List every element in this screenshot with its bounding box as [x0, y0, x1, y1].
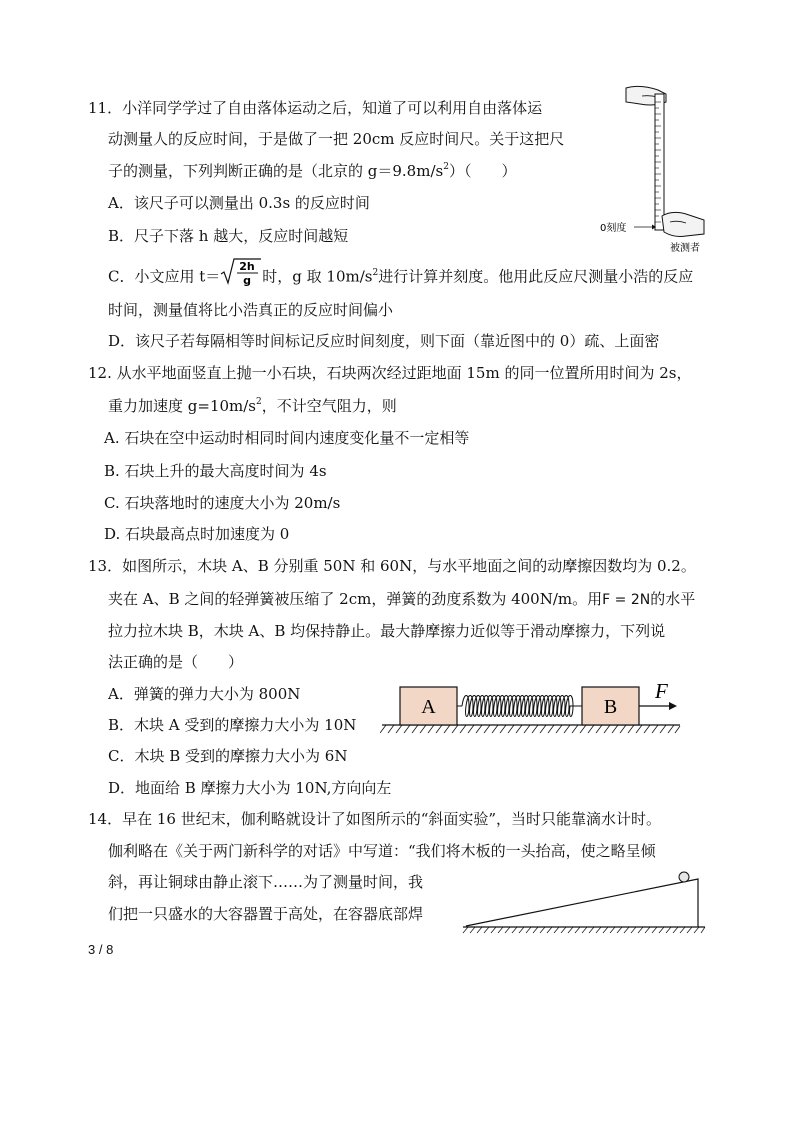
q13-option-d: D．地面给 B 摩擦力大小为 10N,方向向左: [108, 779, 392, 797]
incline-ground-hatch: [463, 927, 705, 933]
force-label: F: [655, 679, 668, 703]
reaction-ruler-figure: [600, 82, 712, 254]
sqrt-formula: [220, 257, 262, 292]
q11-stem-line3-sup: 2: [443, 162, 449, 172]
subject-label: 被测者: [670, 243, 700, 254]
spring-blocks-figure: [380, 678, 690, 748]
q13-stem-line2-text: 夹在 A、B 之间的轻弹簧被压缩了 2cm，弹簧的劲度系数为 400N/m。用: [108, 590, 603, 608]
q14-stem-line1: 14．早在 16 世纪末，伽利略就设计了如图所示的“斜面实验”，当时只能靠滴水计时。: [88, 810, 662, 828]
q13-option-c: C．木块 B 受到的摩擦力大小为 6N: [108, 747, 348, 765]
page-number: 3 / 8: [88, 942, 114, 957]
q12-option-a: A. 石块在空中运动时相同时间内速度变化量不一定相等: [104, 429, 470, 447]
q14-stem-line2: 伽利略在《关于两门新科学的对话》中写道：“我们将木板的一头抬高，使之略呈倾: [108, 842, 656, 860]
q13-stem-line2: [108, 589, 695, 610]
q13-option-a: A．弹簧的弹力大小为 800N: [108, 685, 301, 703]
zero-mark-label: 0刻度: [600, 223, 627, 234]
spring: [457, 696, 582, 717]
q11-stem-line3: [108, 161, 516, 181]
q11-option-d: D．该尺子若每隔相等时间标记反应时间刻度，则下面（靠近图中的 0）疏、上面密: [108, 332, 660, 350]
q13-stem-line3: 拉力拉木块 B，木块 A、B 均保持静止。最大静摩擦力近似等于滑动摩擦力，下列说: [108, 622, 666, 640]
q11-option-c-sup: 2: [372, 267, 379, 278]
q12-stem-line2-sup: 2: [256, 397, 262, 407]
q14-stem-line4: 们把一只盛水的大容器置于高处，在容器底部焊: [108, 905, 424, 923]
inclined-plane-figure: [460, 866, 710, 938]
copper-ball: [679, 872, 689, 882]
q13-option-b: B．木块 A 受到的摩擦力大小为 10N: [108, 716, 357, 734]
q11-option-c-line2: 时间，测量值将比小浩真正的反应时间偏小: [108, 301, 394, 319]
q14-stem-line3: 斜，再让铜球由静止滚下……为了测量时间，我: [108, 873, 424, 891]
q11-stem-line1: 11．小洋同学学过了自由落体运动之后，知道了可以利用自由落体运: [88, 99, 543, 117]
q11-stem-line3-tail: ）（ ）: [448, 162, 517, 180]
q11-option-c-prefix: C．小文应用 t＝: [108, 267, 221, 286]
q12-option-b: B. 石块上升的最大高度时间为 4s: [104, 462, 327, 480]
q11-option-c-line1: [108, 260, 693, 286]
q12-stem-line2-tail: ，不计空气阻力，则: [261, 397, 397, 415]
q13-stem-line2-tail: 的水平: [650, 590, 696, 608]
lower-hand-icon: [662, 212, 704, 236]
q12-stem-line2-text: 重力加速度 g=10m/s: [108, 397, 257, 415]
q11-option-a: A．该尺子可以测量出 0.3s 的反应时间: [108, 194, 370, 212]
ground-hatch: [380, 725, 680, 733]
sqrt-numerator: 2h: [239, 260, 256, 273]
q12-option-c: C. 石块落地时的速度大小为 20m/s: [104, 494, 341, 512]
q11-stem-line3-text: 子的测量，下列判断正确的是（北京的 g＝9.8m/s: [108, 162, 444, 180]
incline-board: [466, 879, 698, 927]
q13-stem-line1: 13．如图所示，木块 A、B 分别重 50N 和 60N，与水平地面之间的动摩擦因数均为 0.2。: [88, 557, 696, 575]
q11-stem-line2: 动测量人的反应时间，于是做了一把 20cm 反应时间尺。关于这把尺: [108, 130, 565, 148]
q13-force-formula: F = 2N: [602, 592, 651, 608]
q13-stem-line4: 法正确的是（ ）: [108, 653, 244, 671]
q12-stem-line1: 12. 从水平地面竖直上抛一小石块，石块两次经过距地面 15m 的同一位置所用时间为 2s，: [88, 364, 692, 382]
q11-option-c-tail: 进行计算并刻度。他用此反应尺测量小浩的反应: [378, 267, 694, 286]
q11-option-b: B．尺子下落 h 越大，反应时间越短: [108, 227, 349, 245]
q12-option-d: D. 石块最高点时加速度为 0: [104, 525, 290, 543]
block-a-label: A: [421, 696, 436, 718]
q12-stem-line2: [108, 396, 397, 416]
block-b-label: B: [603, 696, 618, 718]
sqrt-denominator: g: [243, 274, 252, 287]
q11-option-c-mid: 时，g 取 10m/s: [262, 267, 373, 286]
